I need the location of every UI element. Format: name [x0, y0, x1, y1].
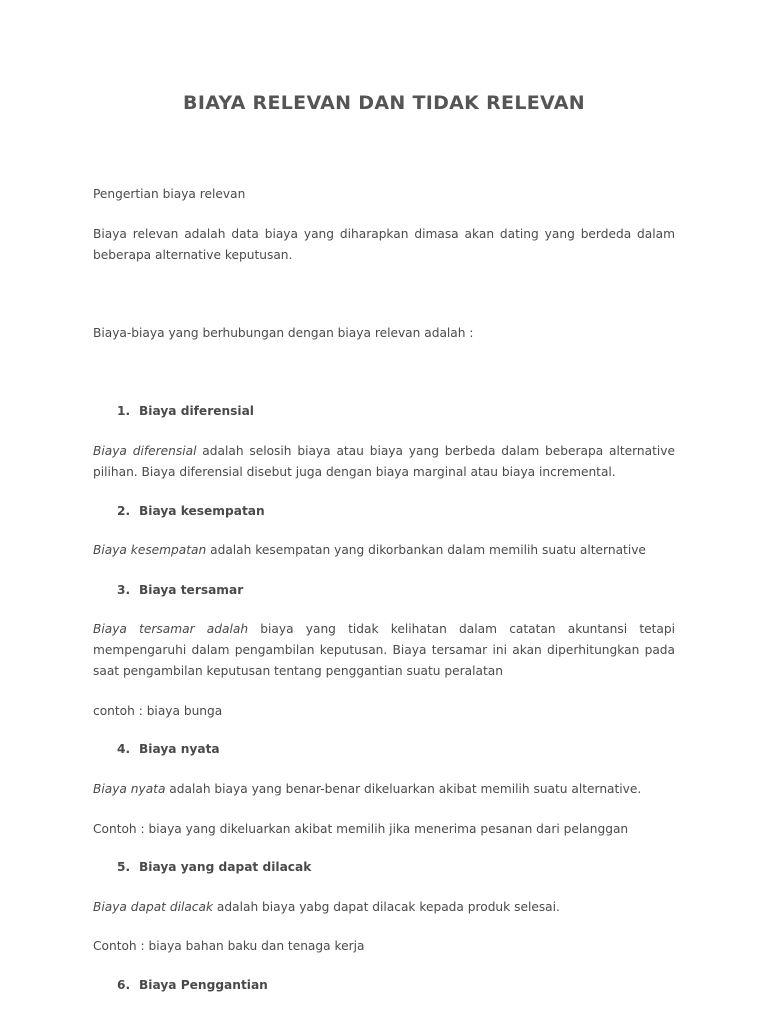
item-heading-label: Biaya tersamar: [139, 583, 244, 597]
item-text: biaya yang tidak kelihatan dalam catatan akuntansi tetapi mempengaruhi dalam pengambilan keputusan. Biaya tersamar ini akan diperhitungkan pada saat pengambilan keputusan tentang penggantian suatu peralatan: [93, 622, 675, 678]
item-number: 4.: [117, 742, 131, 756]
intro-subheading: Pengertian biaya relevan: [93, 187, 246, 201]
item-heading-label: Biaya yang dapat dilacak: [139, 860, 312, 874]
item-example-3: contoh : biaya bunga: [93, 704, 223, 718]
item-term: Biaya dapat dilacak: [93, 900, 214, 914]
item-number: 6.: [117, 978, 131, 992]
item-heading-label: Biaya diferensial: [139, 404, 254, 418]
item-definition-3: [93, 619, 675, 682]
item-definition-5: [93, 897, 675, 918]
item-example-4: Contoh : biaya yang dikeluarkan akibat memilih jika menerima pesanan dari pelanggan: [93, 822, 629, 836]
item-heading-5: [117, 860, 311, 874]
item-example-5: Contoh : biaya bahan baku dan tenaga kerja: [93, 939, 365, 953]
item-definition-2: [93, 540, 675, 561]
item-term: Biaya nyata: [93, 782, 166, 796]
item-term: Biaya diferensial: [93, 444, 197, 458]
item-text: adalah biaya yang benar-benar dikeluarkan akibat memilih suatu alternative.: [165, 782, 642, 796]
item-number: 2.: [117, 504, 131, 518]
item-number: 5.: [117, 860, 131, 874]
intro-list-lead: Biaya-biaya yang berhubungan dengan biaya relevan adalah :: [93, 326, 474, 340]
item-number: 3.: [117, 583, 131, 597]
item-term: Biaya tersamar adalah: [93, 622, 249, 636]
intro-definition: Biaya relevan adalah data biaya yang diharapkan dimasa akan dating yang berdeda dalam beberapa alternative keputusan.: [93, 227, 675, 262]
item-heading-2: [117, 504, 265, 518]
item-heading-1: [117, 404, 254, 418]
item-heading-6: [117, 978, 268, 992]
item-definition-4: [93, 779, 675, 800]
item-text: adalah selosih biaya atau biaya yang berbeda dalam beberapa alternative pilihan. Biaya diferensial disebut juga dengan biaya marginal atau biaya incremental.: [93, 444, 676, 479]
item-heading-3: [117, 583, 243, 597]
document-title: BIAYA RELEVAN DAN TIDAK RELEVAN: [183, 92, 585, 114]
item-heading-4: [117, 742, 220, 756]
item-text: adalah kesempatan yang dikorbankan dalam memilih suatu alternative: [206, 543, 646, 557]
item-text: adalah biaya yabg dapat dilacak kepada produk selesai.: [213, 900, 560, 914]
item-heading-label: Biaya Penggantian: [139, 978, 268, 992]
item-heading-label: Biaya kesempatan: [139, 504, 265, 518]
item-heading-label: Biaya nyata: [139, 742, 220, 756]
item-term: Biaya kesempatan: [93, 543, 207, 557]
item-number: 1.: [117, 404, 131, 418]
item-definition-1: [93, 441, 675, 483]
